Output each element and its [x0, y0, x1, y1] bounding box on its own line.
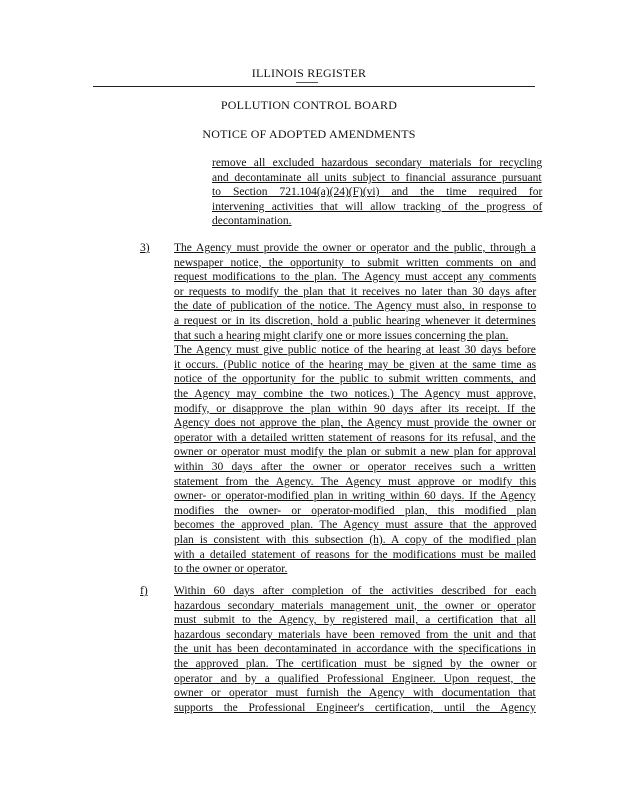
para-e-line: owner or operator must modify the plan or submit a new plan for approval [174, 446, 537, 459]
para-e-line: the date of publication of the notice. The Agency must also, in response to [174, 300, 537, 313]
para-e-line: within 30 days after the owner or operator receives such a written [174, 461, 536, 473]
block-intro-line: intervening activities that will allow tracking of the progress of [212, 200, 543, 213]
para-f-line: must submit to the Agency, by registered mail, a certification that all [174, 614, 537, 627]
para-e-line: the Agency may combine the two notices.) The Agency must approve, [174, 388, 536, 400]
para-e-line: plan is consistent with this subsection (h). A copy of the modified plan [174, 534, 537, 546]
para-e-line: operator with a detailed written statement of reasons for its refusal, and the [174, 431, 536, 444]
para-f-line: hazardous secondary materials have been removed from the unit and that [174, 628, 536, 641]
para-e-line: with a detailed statement of reasons for the modifications must be mailed [174, 548, 536, 561]
para-f-line: supports the Professional Engineer's certification, until the Agency [174, 701, 536, 714]
block-intro-line: decontamination. [212, 215, 292, 228]
para-e-line: modifies the owner- or operator-modified plan, this modified plan [174, 504, 537, 517]
block-intro-line: and decontaminate all units subject to financial assurance pursuant [212, 171, 542, 184]
para-f-line: owner or operator must furnish the Agency with documentation that [174, 687, 536, 700]
para-e-line: The Agency must provide the owner or operator and the public, through a [174, 242, 536, 254]
para-f-line: operator and by a qualified Professional Engineer. Upon request, the [174, 672, 536, 685]
para-e-line: modify, or disapprove the plan within 90 days after its receipt. If the [174, 402, 536, 415]
para-e-marker: 3) [140, 242, 150, 254]
para-f-line: Within 60 days after completion of the activities described for each [174, 585, 537, 597]
notice-title: NOTICE OF ADOPTED AMENDMENTS [202, 127, 416, 141]
header-rule [93, 86, 535, 87]
para-f-line: hazardous secondary materials management unit, the owner or operator [174, 599, 536, 612]
para-f-line: the unit has been decontaminated in accordance with the specifications in [174, 643, 536, 656]
board-title: POLLUTION CONTROL BOARD [220, 98, 398, 112]
para-e-line: The Agency must give public notice of the hearing at least 30 days before [174, 344, 536, 357]
para-e-line: becomes the approved plan. The Agency must assure that the approved [174, 519, 537, 532]
para-e-line: notice of the opportunity for the public to submit written comments, and [174, 373, 536, 386]
para-e-line: that such a hearing might clarify one or more issues concerning the plan. [174, 329, 509, 342]
para-f-marker: f) [140, 585, 148, 597]
para-e-line: it occurs. (Public notice of the hearing may be given at the same time as [174, 358, 537, 371]
block-intro-line: to Section 721.104(a)(24)(F)(vi) and the time required for [212, 186, 543, 199]
para-e-line: Agency does not approve the plan, the Agency must provide the owner or [174, 417, 536, 430]
para-e-line: statement from the Agency. The Agency must approve or modify this [174, 475, 537, 488]
para-e-line: or requests to modify the plan that it receives no later than 30 days after [174, 285, 537, 298]
para-f-line: the approved plan. The certification must be signed by the owner or [174, 658, 537, 670]
header-rule-mark [296, 82, 318, 83]
para-e-line: a request or in its discretion, hold a public hearing whenever it determines [174, 315, 536, 327]
block-intro-line: remove all excluded hazardous secondary materials for recycling [212, 157, 543, 169]
para-e-line: owner- or operator-modified plan in writing within 60 days. If the Agency [174, 490, 536, 503]
para-e-line: request modifications to the plan. The Agency must accept any comments [174, 271, 537, 284]
register-title: ILLINOIS REGISTER [251, 66, 367, 80]
para-e-line: newspaper notice, the opportunity to submit written comments on and [174, 256, 536, 269]
para-e-line: to the owner or operator. [174, 563, 288, 576]
